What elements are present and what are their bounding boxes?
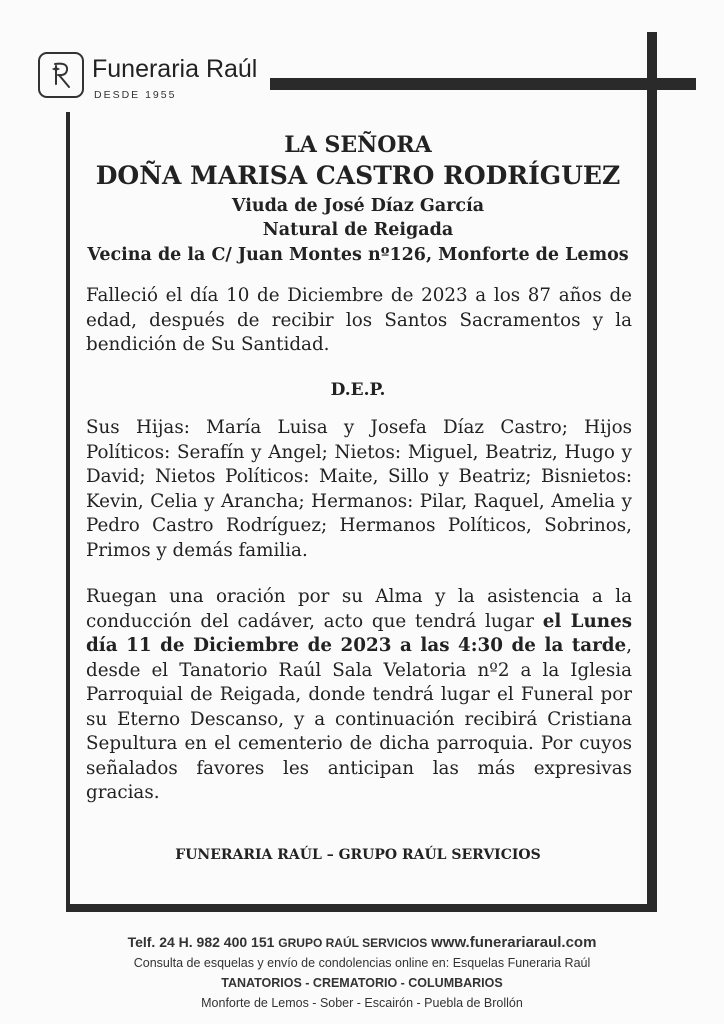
ceremony-details: , desde el Tanatorio Raúl Sala Velatoria nº2 a la Iglesia Parroquial de Reigada, donde tendrá lugar el Funeral por su Eterno Descanso, y a continuación recibirá Cristiana Sepultura en el cementerio de dicha parroquia. Por cuyos señalados favores les anticipan las más expresivas gracias. bbox=[86, 635, 632, 803]
deceased-name: DOÑA MARISA CASTRO RODRÍGUEZ bbox=[95, 161, 621, 190]
frame-top-bar bbox=[270, 78, 696, 90]
logo-r-icon bbox=[38, 52, 84, 98]
logo-since: DESDE 1955 bbox=[94, 89, 177, 101]
ceremony-date: el Lunes día 11 de Diciembre de 2023 a las 4:30 de la tarde bbox=[86, 610, 632, 656]
signature: FUNERARIA RAÚL – GRUPO RAÚL SERVICIOS bbox=[175, 847, 541, 863]
footer-locations: Monforte de Lemos - Sober - Escairón - Puebla de Brollón bbox=[201, 996, 523, 1010]
address-line: Vecina de la C/ Juan Montes nº126, Monforte de Lemos bbox=[87, 245, 629, 265]
footer-website[interactable]: www.funerariaraul.com bbox=[431, 934, 597, 951]
widow-line: Viuda de José Díaz García bbox=[231, 196, 485, 216]
native-line: Natural de Reigada bbox=[262, 220, 454, 240]
footer-phone: Telf. 24 H. 982 400 151 bbox=[127, 934, 275, 950]
family-paragraph: Sus Hijas: María Luisa y Josefa Díaz Castro; Hijos Políticos: Serafín y Angel; Nietos: Miguel, Beatriz, Hugo y David; Nietos Políticos: Maite, Sillo y Beatriz; Bisnietos: Kevin, Celia y Arancha; Hermanos: Pilar, Raquel, Amelia y Pedro Castro Rodríguez; Hermanos Políticos, Sobrinos, Primos y demás familia. bbox=[86, 417, 632, 561]
ceremony-paragraph bbox=[86, 585, 632, 806]
footer-services: TANATORIOS - CREMATORIO - COLUMBARIOS bbox=[221, 976, 503, 990]
ceremony-intro: Ruegan una oración por su Alma y la asistencia a la conducción del cadáver, acto que tendrá lugar bbox=[86, 586, 632, 632]
death-paragraph: Falleció el día 10 de Diciembre de 2023 a los 87 años de edad, después de recibir los Santos Sacramentos y la bendición de Su Santidad. bbox=[86, 285, 632, 355]
footer-online: Consulta de esquelas y envío de condolencias online en: Esquelas Funeraria Raúl bbox=[133, 956, 591, 970]
frame-right-bar bbox=[647, 32, 657, 912]
footer-contact bbox=[0, 934, 724, 951]
footer-group: GRUPO RAÚL SERVICIOS bbox=[278, 936, 428, 950]
logo-name: Funeraria Raúl bbox=[92, 55, 258, 83]
funeraria-logo bbox=[38, 52, 278, 112]
notice-title: LA SEÑORA bbox=[284, 132, 432, 158]
dep-heading: D.E.P. bbox=[330, 380, 386, 400]
frame-bottom-bar bbox=[66, 904, 657, 912]
